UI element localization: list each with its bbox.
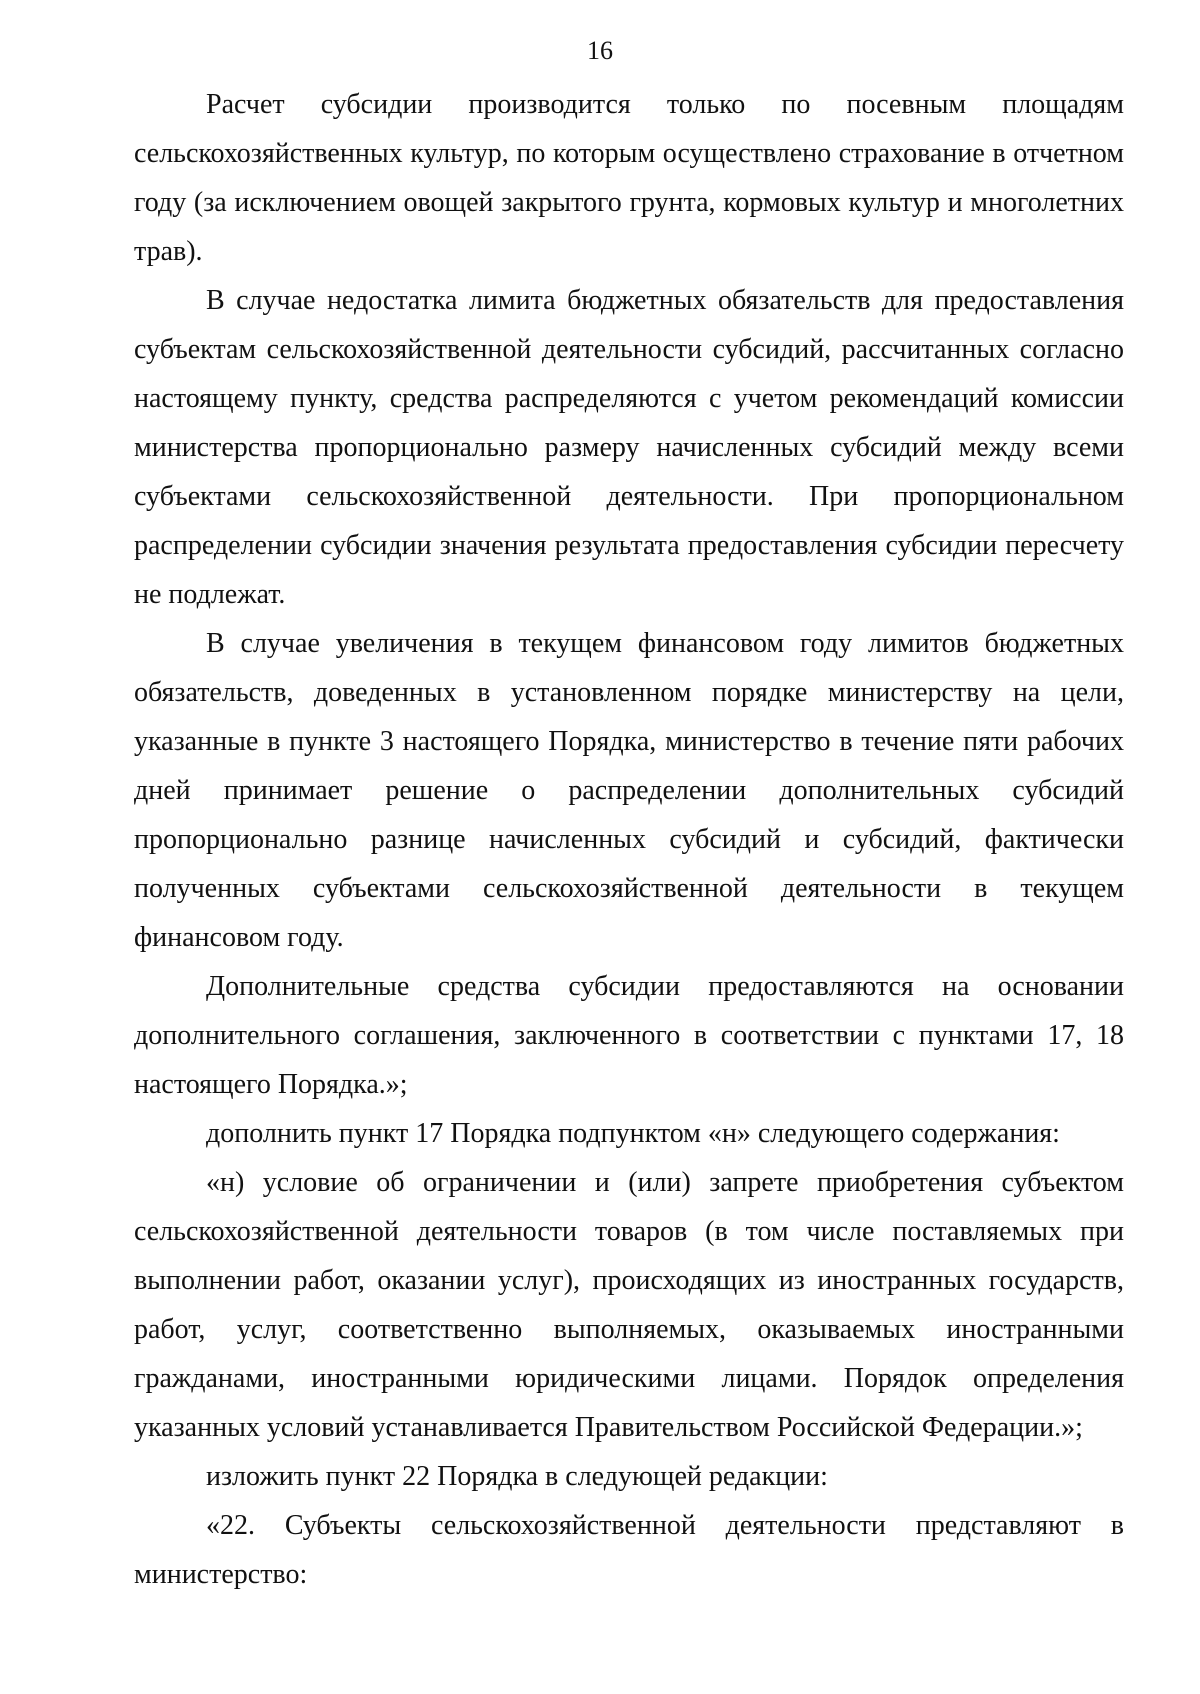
paragraph-limit-shortage: В случае недостатка лимита бюджетных обязательств для предоставления субъектам сельскохозяйственной деятельности субсидий, рассчитанных согласно настоящему пункту, средства распределяются с учетом рекомендаций комиссии министерства пропорционально размеру начисленных субсидий между всеми субъектами сельскохозяйственной деятельности. При пропорциональном распределении субсидии значения результата предоставления субсидии пересчету не подлежат. [134, 285, 1124, 610]
document-body [134, 80, 1124, 1599]
paragraph-subpoint-n: «н) условие об ограничении и (или) запрете приобретения субъектом сельскохозяйственной деятельности товаров (в том числе поставляемых при выполнении работ, оказании услуг), происходящих из иностранных государств, работ, услуг, соответственно выполняемых, оказываемых иностранными гражданами, иностранными юридическими лицами. Порядок определения указанных условий устанавливается Правительством Российской Федерации.»; [134, 1167, 1124, 1443]
page-number: 16 [587, 36, 613, 65]
paragraph-amend-point-17: дополнить пункт 17 Порядка подпунктом «н» следующего содержания: [206, 1118, 1060, 1149]
paragraph-additional-funds: Дополнительные средства субсидии предоставляются на основании дополнительного соглашения, заключенного в соответствии с пунктами 17, 18 настоящего Порядка.»; [134, 971, 1124, 1100]
paragraph-point-22-start: «22. Субъекты сельскохозяйственной деятельности представляют в министерство: [134, 1510, 1124, 1590]
paragraph-limit-increase: В случае увеличения в текущем финансовом году лимитов бюджетных обязательств, доведенных в установленном порядке министерству на цели, указанные в пункте 3 настоящего Порядка, министерство в течение пяти рабочих дней принимает решение о распределении дополнительных субсидий пропорционально разнице начисленных субсидий и субсидий, фактически полученных субъектами сельскохозяйственной деятельности в текущем финансовом году. [134, 628, 1124, 953]
paragraph-subsidy-calculation: Расчет субсидии производится только по посевным площадям сельскохозяйственных культур, по которым осуществлено страхование в отчетном году (за исключением овощей закрытого грунта, кормовых культур и многолетних трав). [134, 89, 1124, 267]
paragraph-amend-point-22: изложить пункт 22 Порядка в следующей редакции: [206, 1461, 828, 1492]
